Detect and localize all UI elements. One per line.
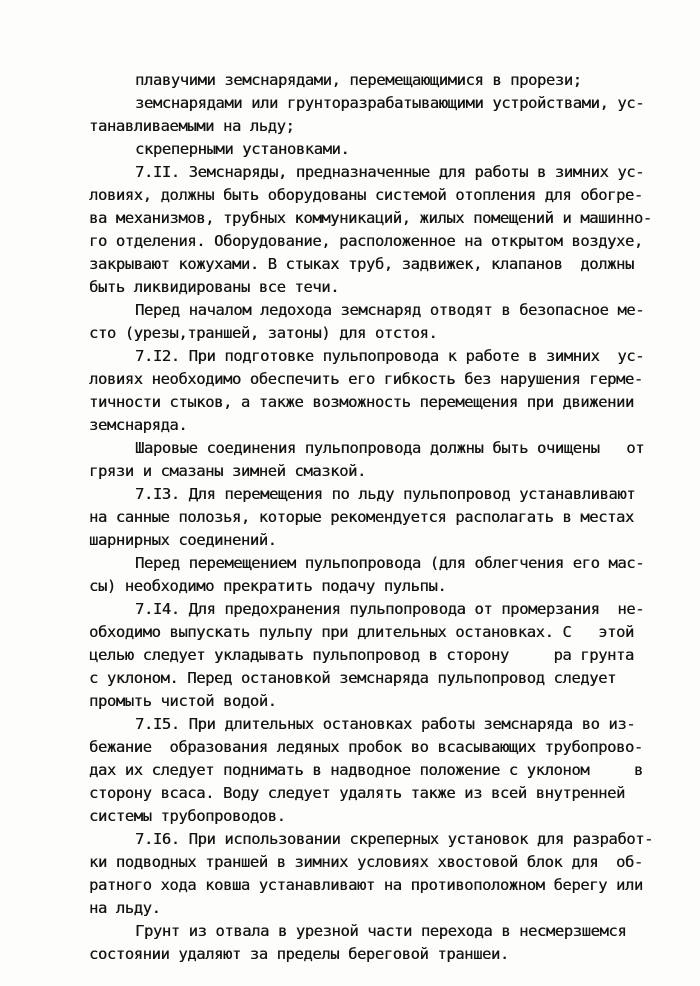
text-line: го отделения. Оборудование, расположенное на открытом воздухе,: [89, 232, 643, 250]
text-line: земснарядами или грунторазрабатывающими устройствами, ус-: [135, 94, 645, 112]
text-line: 7.I4. Для предохранения пульпопровода от промерзания не-: [135, 600, 645, 618]
text-line: ки подводных траншей в зимних условиях хвостовой блок для об-: [89, 853, 643, 871]
text-line: сы) необходимо прекратить подачу пульпы.: [89, 577, 447, 595]
text-line: шарнирных соединений.: [89, 531, 277, 549]
text-line: земснаряда.: [89, 416, 188, 434]
text-line: 7.I3. Для перемещения по льду пульпопровод устанавливают: [135, 485, 636, 503]
text-line: 7.I6. При использовании скреперных установок для разработ-: [135, 830, 654, 848]
text-line: ловиях необходимо обеспечить его гибкость без нарушения герме-: [89, 370, 643, 388]
text-line: с уклоном. Перед остановкой земснаряда пульпопровод следует: [89, 669, 616, 687]
text-line: дах их следует поднимать в надводное положение с уклоном в: [89, 761, 643, 779]
text-line: состоянии удаляют за пределы береговой траншеи.: [89, 945, 509, 963]
text-line: целью следует укладывать пульпопровод в сторону ра грунта: [89, 646, 634, 664]
text-line: сто (урезы,траншей, затоны) для отстоя.: [89, 324, 438, 342]
text-line: Перед началом ледохода земснаряд отводят в безопасное ме-: [135, 301, 645, 319]
text-line: Грунт из отвала в урезной части перехода в несмерзшемся: [135, 922, 627, 940]
text-line: ловиях, должны быть оборудованы системой отопления для обогре-: [89, 186, 643, 204]
text-line: тичности стыков, а также возможность перемещения при движении: [89, 393, 634, 411]
text-line: быть ликвидированы все течи.: [89, 278, 340, 296]
text-line: на льду.: [89, 899, 161, 917]
text-line: грязи и смазаны зимней смазкой.: [89, 462, 366, 480]
text-line: скреперными установками.: [135, 140, 350, 158]
text-line: промыть чистой водой.: [89, 692, 277, 710]
text-line: закрывают кожухами. В стыках труб, задвижек, клапанов должны: [89, 255, 634, 273]
text-line: на санные полозья, которые рекомендуется располагать в местах: [89, 508, 634, 526]
text-line: танавливаемыми на льду;: [89, 117, 295, 135]
text-line: системы трубопроводов.: [89, 807, 286, 825]
text-line: 7.I5. При длительных остановках работы земснаряда во из-: [135, 715, 636, 733]
text-line: бежание образования ледяных пробок во всасывающих трубопрово-: [89, 738, 643, 756]
text-line: плавучими земснарядами, перемещающимися в прорези;: [135, 71, 582, 89]
text-line: Шаровые соединения пульпопровода должны быть очищены от: [135, 439, 645, 457]
text-line: ва механизмов, трубных коммуникаций, жилых помещений и машинно-: [89, 209, 652, 227]
text-line: ратного хода ковша устанавливают на противоположном берегу или: [89, 876, 643, 894]
text-line: Перед перемещением пульпопровода (для облегчения его мас-: [135, 554, 645, 572]
text-line: 7.II. Земснаряды, предназначенные для работы в зимних ус-: [135, 163, 645, 181]
text-line: обходимо выпускать пульпу при длительных остановках. С этой: [89, 623, 634, 641]
text-line: 7.I2. При подготовке пульпопровода к работе в зимних ус-: [135, 347, 645, 365]
text-line: сторону всаса. Воду следует удалять также из всей внутренней: [89, 784, 625, 802]
